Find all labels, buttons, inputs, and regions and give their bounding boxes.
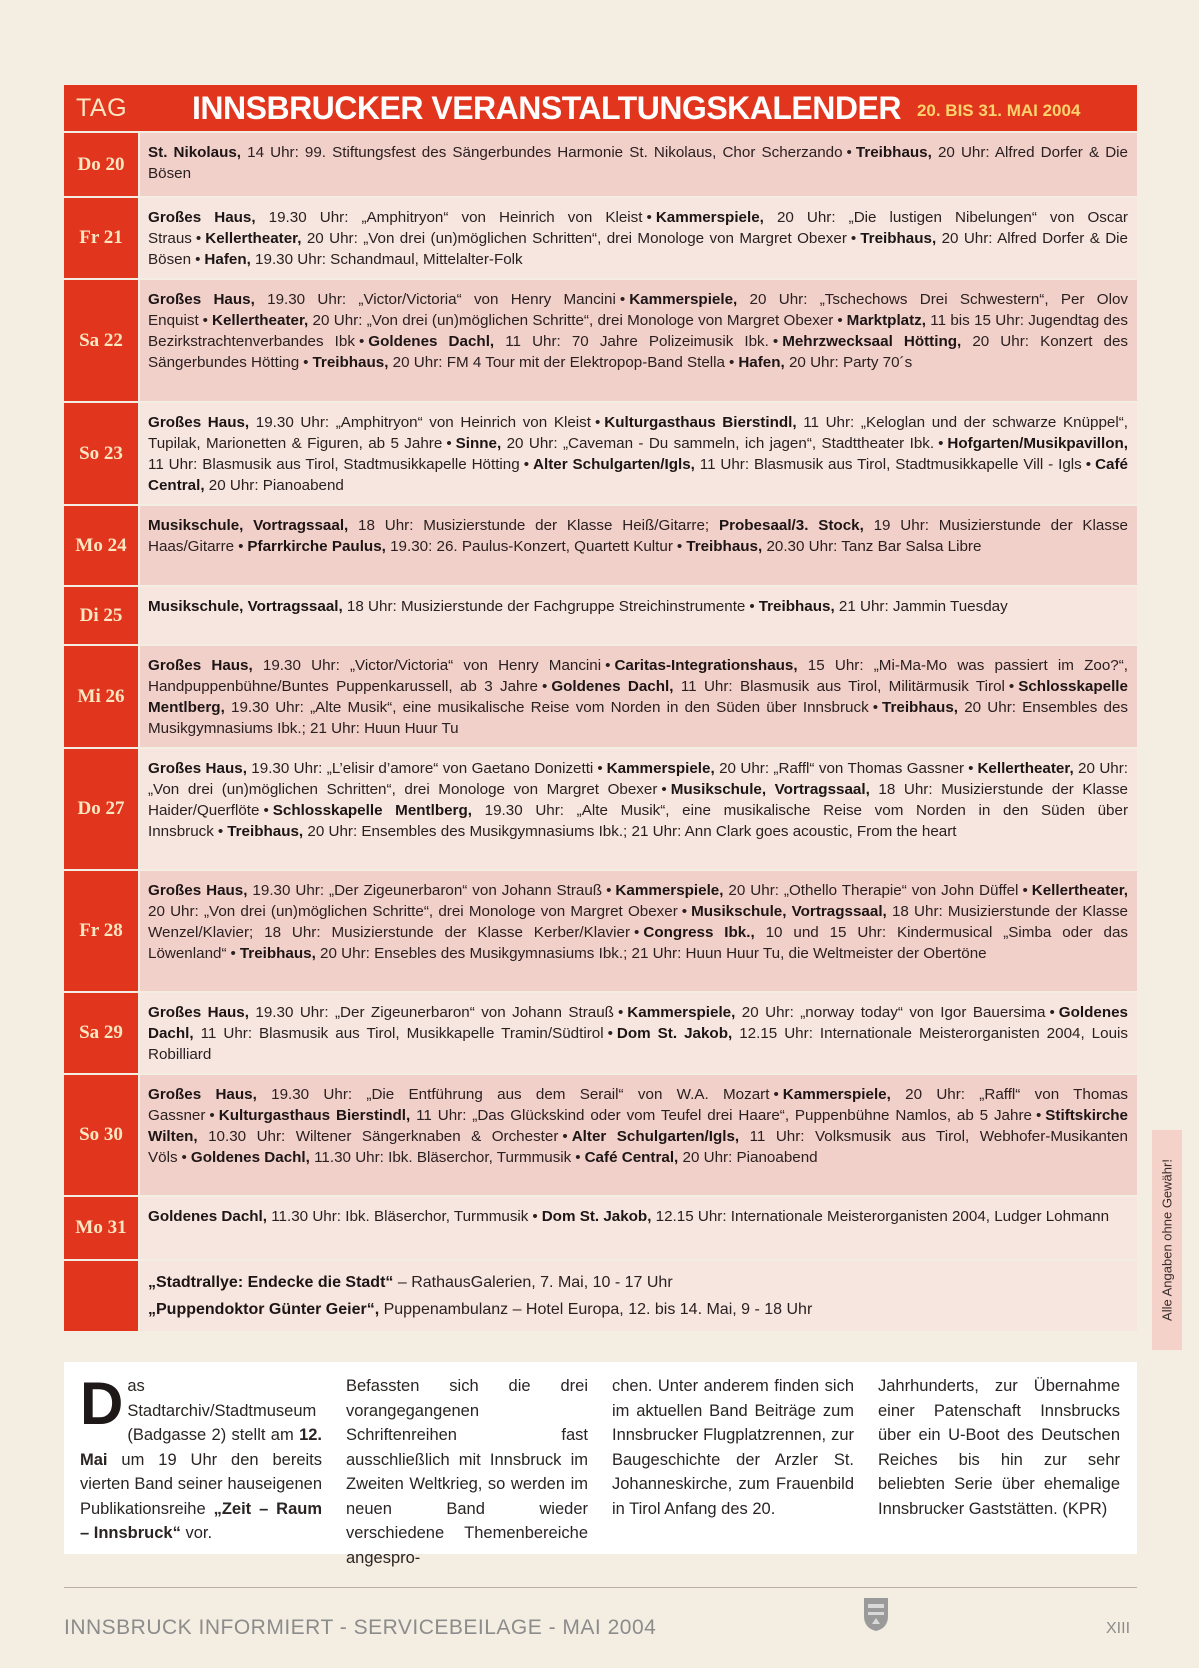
venue-name: Kammerspiele, xyxy=(606,760,715,777)
event-details: 10.30 Uhr: Wiltener Sängerknaben & Orchester xyxy=(197,1128,559,1145)
venue-name: Goldenes Dachl, xyxy=(551,678,674,695)
bullet-separator: • xyxy=(209,1107,215,1124)
calendar-row xyxy=(64,504,1137,585)
event-details: 11 Uhr: Blasmusik aus Tirol, Stadtmusikkapelle Vill - Igls xyxy=(694,456,1082,473)
bullet-separator: • xyxy=(1008,678,1015,695)
venue-name: Treibhaus, xyxy=(686,538,763,555)
venue-name: Hofgarten/Musikpavillon, xyxy=(947,435,1129,452)
bullet-separator: • xyxy=(542,678,548,695)
venue-name: Kulturgasthaus Bierstindl, xyxy=(604,414,797,431)
event-details: 11 bis 15 Uhr: Jugendtag des Bezirkstrachtenverbandes Ibk xyxy=(148,312,1128,350)
venue-name: Caritas-Integrationshaus, xyxy=(614,657,798,674)
venue-name: Treibhaus, xyxy=(312,354,389,371)
event-details: 11 Uhr: Blasmusik aus Tirol, Stadtmusikkapelle Hötting xyxy=(148,456,520,473)
venue-name: Großes Haus, xyxy=(148,657,253,674)
venue-name: Alter Schulgarten/Igls, xyxy=(571,1128,740,1145)
bullet-separator: • xyxy=(195,251,201,268)
day-events xyxy=(140,403,1137,504)
city-crest-icon xyxy=(862,1596,890,1632)
article-series-title: „Zeit – Raum – Innsbruck“ xyxy=(80,1499,322,1542)
venue-name: Treibhaus, xyxy=(855,144,932,161)
event-details: 19.30 Uhr: „Der Zigeunerbaron“ von Johann Strauß xyxy=(247,882,603,899)
bullet-separator: • xyxy=(217,823,224,840)
footer-publication-title: INNSBRUCK INFORMIERT - SERVICEBEILAGE - MAI 2004 xyxy=(64,1616,657,1639)
event-details: 20 Uhr: „Von drei (un)möglichen Schritten“, drei Monologe von Margret Obexer xyxy=(148,760,1129,798)
bullet-separator: • xyxy=(681,903,688,920)
day-events xyxy=(140,1197,1137,1259)
event-details: 19.30 Uhr: „Victor/Victoria“ von Henry Mancini xyxy=(254,291,616,308)
bullet-separator: • xyxy=(773,1086,779,1103)
day-label: Fr 28 xyxy=(64,871,138,991)
event-details: 18 Uhr: Musizierstunde der Klasse Haider/Querflöte xyxy=(148,781,1129,819)
article-column-3: chen. Unter anderem finden sich im aktuellen Band Beiträge zum Innsbrucker Flugplatzrennen, zur Baugeschichte der Arzler St. Johanneskirche, zum Frauenbild in Tirol Anfang des 20. xyxy=(612,1377,854,1518)
venue-name: Kellertheater, xyxy=(1031,882,1128,899)
calendar-header xyxy=(64,85,1137,131)
day-events xyxy=(140,993,1137,1073)
venue-name: Goldenes Dachl, xyxy=(148,1004,1129,1042)
bullet-separator: • xyxy=(594,414,601,431)
venue-name: Mehrzwecksaal Hötting, xyxy=(782,333,962,350)
bullet-separator: • xyxy=(1049,1004,1055,1021)
event-details: 18 Uhr: Musizierstunde der Klasse Heiß/Gitarre; xyxy=(348,517,710,534)
promo-line xyxy=(148,1269,1128,1296)
event-details: 11 Uhr: Volksmusik aus Tirol, Webhofer-Musikanten Völs xyxy=(148,1128,1128,1166)
bullet-separator: • xyxy=(619,291,626,308)
event-details: 12.15 Uhr: Internationale Meisterorganisten 2004, Louis Robilliard xyxy=(148,1025,1128,1063)
bullet-separator: • xyxy=(358,333,365,350)
promo-details: – RathausGalerien, 7. Mai, 10 - 17 Uhr xyxy=(393,1274,673,1291)
bullet-separator: • xyxy=(728,354,735,371)
article-text: as Stadtarchiv/Stadtmuseum (Badgasse 2) stellt am xyxy=(127,1377,317,1444)
footer-divider xyxy=(64,1587,1137,1588)
bullet-separator: • xyxy=(597,760,603,777)
event-details: 20 Uhr: Pianoabend xyxy=(204,477,344,494)
event-details: 20 Uhr: Konzert des Sängerbundes Hötting xyxy=(148,333,1128,371)
venue-name: Kammerspiele, xyxy=(629,291,738,308)
venue-name: Dom St. Jakob, xyxy=(616,1025,733,1042)
bullet-separator: • xyxy=(446,435,452,452)
event-details: 19.30 Uhr: „L’elisir d’amore“ von Gaetano Donizetti xyxy=(246,760,594,777)
calendar-row xyxy=(64,278,1137,401)
event-details: 20 Uhr: Party 70´s xyxy=(784,354,913,371)
event-details: 14 Uhr: 99. Stiftungsfest des Sängerbundes Harmonie St. Nikolaus, Chor Scherzando xyxy=(241,144,843,161)
day-events xyxy=(140,280,1137,401)
event-details: 19.30 Uhr: „Die Entführung aus dem Serail“ von W.A. Mozart xyxy=(256,1086,770,1103)
bullet-separator: • xyxy=(1035,1107,1042,1124)
bullet-separator: • xyxy=(872,699,879,716)
event-details: 20 Uhr: „Von drei (un)möglichen Schritte“, drei Monologe von Margret Obexer xyxy=(308,312,834,329)
event-details: 11 Uhr: „Keloglan und der schwarze Knüppel“, Tupilak, Marionetten & Figuren, ab 5 Jahre xyxy=(148,414,1129,452)
promo-title: „Puppendoktor Günter Geier“, xyxy=(148,1301,380,1318)
bullet-separator: • xyxy=(617,1004,624,1021)
venue-name: Alter Schulgarten/Igls, xyxy=(533,456,695,473)
day-label: Mi 26 xyxy=(64,646,138,747)
event-details: 20 Uhr: „Die lustigen Nibelungen“ von Oscar Straus xyxy=(148,209,1128,247)
event-details: 20 Uhr: Alfred Dorfer & Die Bösen xyxy=(148,230,1128,268)
promo-details: Puppenambulanz – Hotel Europa, 12. bis 14. Mai, 9 - 18 Uhr xyxy=(379,1301,813,1318)
venue-name: Goldenes Dachl, xyxy=(368,333,495,350)
venue-name: Pfarrkirche Paulus, xyxy=(247,538,386,555)
day-label: Sa 22 xyxy=(64,280,138,401)
calendar-title: INNSBRUCKER VERANSTALTUNGSKALENDER xyxy=(192,89,901,126)
event-details: 11 Uhr: Blasmusik aus Tirol, Musikkapelle Tramin/Südtirol xyxy=(193,1025,604,1042)
bullet-separator: • xyxy=(676,538,683,555)
calendar-date-range: 20. BIS 31. MAI 2004 xyxy=(916,101,1081,120)
event-details: 20 Uhr: „Raffl“ von Thomas Gassner xyxy=(714,760,965,777)
venue-name: Großes Haus, xyxy=(148,414,250,431)
article-column-1 xyxy=(80,1370,322,1570)
article-dropcap: D xyxy=(80,1370,124,1437)
calendar-row xyxy=(64,131,1137,196)
event-details: 20 Uhr: „Tschechows Drei Schwestern“, Per Olov Enquist xyxy=(148,291,1128,329)
venue-name: Probesaal/3. Stock, xyxy=(718,517,864,534)
promo-events xyxy=(140,1261,1137,1331)
bullet-separator: • xyxy=(749,598,755,615)
venue-name: Großes Haus, xyxy=(148,1086,257,1103)
venue-name: Treibhaus, xyxy=(239,945,316,962)
day-label: Do 20 xyxy=(64,133,138,196)
venue-name: Hafen, xyxy=(738,354,785,371)
venue-name: Congress Ibk., xyxy=(643,924,755,941)
day-label: Mo 24 xyxy=(64,506,138,585)
promo-row xyxy=(64,1259,1137,1331)
event-details: 20 Uhr: „Caveman - Du sammeln, ich jagen“, Stadttheater Ibk. xyxy=(501,435,935,452)
calendar-row xyxy=(64,644,1137,747)
day-events xyxy=(140,1075,1137,1195)
bullet-separator: • xyxy=(661,781,667,798)
event-details: 20 Uhr: Ensebles des Musikgymnasiums Ibk.; 21 Uhr: Huun Huur Tu, die Weltmeister der Obertöne xyxy=(315,945,987,962)
bullet-separator: • xyxy=(646,209,652,226)
venue-name: Dom St. Jakob, xyxy=(541,1208,652,1225)
event-details: 20 Uhr: „Othello Therapie“ von John Düffel xyxy=(723,882,1019,899)
event-details: 20 Uhr: Ensembles des Musikgymnasiums Ibk.; 21 Uhr: Huun Huur Tu xyxy=(148,699,1128,737)
event-details: 19.30 Uhr: „Amphitryon“ von Heinrich von Kleist xyxy=(255,209,643,226)
day-events xyxy=(140,749,1137,869)
venue-name: Goldenes Dachl, xyxy=(148,1208,268,1225)
bullet-separator: • xyxy=(562,1128,568,1145)
venue-name: Musikschule, Vortragssaal, xyxy=(148,598,343,615)
bullet-separator: • xyxy=(238,538,244,555)
venue-name: Marktplatz, xyxy=(846,312,926,329)
event-details: 18 Uhr: Musizierstunde der Fachgruppe Streichinstrumente xyxy=(342,598,746,615)
event-details: 20 Uhr: FM 4 Tour mit der Elektropop-Band Stella xyxy=(388,354,725,371)
article-column-4: Jahrhunderts, zur Übernahme einer Patenschaft Innsbrucks über ein U-Boot des Deutschen Reiches bis hin zur sehr beliebten Serie über ehemalige Innsbrucker Gaststätten. (KPR) xyxy=(878,1377,1120,1518)
event-details: 19.30 Uhr: „Der Zigeunerbaron“ von Johann Strauß xyxy=(248,1004,614,1021)
venue-name: Großes Haus, xyxy=(148,291,255,308)
promo-line xyxy=(148,1296,1128,1323)
calendar-row xyxy=(64,1073,1137,1195)
bullet-separator: • xyxy=(230,945,236,962)
event-details: 19.30 Uhr: Schandmaul, Mittelalter-Folk xyxy=(250,251,523,268)
bullet-separator: • xyxy=(968,760,974,777)
venue-name: St. Nikolaus, xyxy=(148,144,242,161)
venue-name: Großes Haus, xyxy=(148,882,248,899)
bullet-separator: • xyxy=(263,802,269,819)
event-details: 19.30 Uhr: „Amphitryon“ von Heinrich von Kleist xyxy=(249,414,591,431)
venue-name: Großes Haus, xyxy=(148,760,247,777)
venue-name: Café Central, xyxy=(584,1149,679,1166)
venue-name: Großes Haus, xyxy=(148,209,256,226)
calendar-row xyxy=(64,991,1137,1073)
event-details: 20 Uhr: Ensembles des Musikgymnasiums Ibk.; 21 Uhr: Ann Clark goes acoustic, From the heart xyxy=(303,823,957,840)
event-details: 20 Uhr: „Raffl“ von Thomas Gassner xyxy=(148,1086,1129,1124)
venue-name: Treibhaus, xyxy=(758,598,835,615)
venue-name: Goldenes Dachl, xyxy=(190,1149,310,1166)
bullet-separator: • xyxy=(1022,882,1028,899)
disclaimer-tab xyxy=(1152,1130,1182,1350)
venue-name: Sinne, xyxy=(455,435,502,452)
disclaimer-text: Alle Angaben ohne Gewähr! xyxy=(1159,1159,1175,1321)
day-events xyxy=(140,871,1137,991)
venue-name: Treibhaus, xyxy=(882,699,958,716)
venue-name: Kellertheater, xyxy=(205,230,302,247)
venue-name: Kammerspiele, xyxy=(615,882,724,899)
promo-title: „Stadtrallye: Endecke die Stadt“ xyxy=(148,1274,394,1291)
calendar-row xyxy=(64,401,1137,504)
bullet-separator: • xyxy=(532,1208,538,1225)
calendar-row xyxy=(64,1195,1137,1259)
bullet-separator: • xyxy=(837,312,843,329)
bullet-separator: • xyxy=(575,1149,581,1166)
calendar-rows xyxy=(64,131,1137,1331)
day-label: Fr 21 xyxy=(64,198,138,278)
article-text: um 19 Uhr den bereits vierten Band seiner hauseigenen Publikationsreihe xyxy=(80,1450,322,1518)
bullet-separator: • xyxy=(202,312,208,329)
event-details: 20 Uhr: „Von drei (un)möglichen Schritte“, drei Monologe von Margret Obexer xyxy=(148,903,678,920)
venue-name: Musikschule, Vortragssaal, xyxy=(691,903,887,920)
page-number: XIII xyxy=(1106,1620,1131,1637)
event-details: 19.30 Uhr: „Victor/Victoria“ von Henry Mancini xyxy=(252,657,602,674)
day-label: Mo 31 xyxy=(64,1197,138,1259)
event-details: 20 Uhr: Pianoabend xyxy=(678,1149,818,1166)
event-details: 11.30 Uhr: Ibk. Bläserchor, Turmmusik xyxy=(267,1208,529,1225)
day-events xyxy=(140,133,1137,196)
bullet-separator: • xyxy=(1085,456,1092,473)
venue-name: Café Central, xyxy=(148,456,1128,494)
calendar-row xyxy=(64,869,1137,991)
day-events xyxy=(140,198,1137,278)
calendar-row xyxy=(64,747,1137,869)
day-events xyxy=(140,587,1137,644)
venue-name: Musikschule, Vortragssaal, xyxy=(148,517,349,534)
day-label-empty xyxy=(64,1261,138,1331)
venue-name: Schlosskapelle Mentlberg, xyxy=(148,678,1128,716)
article-column-2: Befassten sich die drei vorangegangenen Schriftenreihen fast ausschließlich mit Innsbruck im Zweiten Weltkrieg, so werden im neuen Band wieder verschiedene Themenbereiche angespro- xyxy=(346,1377,588,1567)
venue-name: Kellertheater, xyxy=(212,312,309,329)
bullet-separator: • xyxy=(195,230,202,247)
event-details: 19 Uhr: Musizierstunde der Klasse Haas/Gitarre xyxy=(148,517,1128,555)
bullet-separator: • xyxy=(938,435,944,452)
bullet-separator: • xyxy=(181,1149,187,1166)
venue-name: Musikschule, Vortragssaal, xyxy=(670,781,870,798)
bullet-separator: • xyxy=(303,354,309,371)
bullet-separator: • xyxy=(846,144,852,161)
bullet-separator: • xyxy=(523,456,530,473)
day-label: So 23 xyxy=(64,403,138,504)
calendar-row xyxy=(64,196,1137,278)
article-text: vor. xyxy=(180,1524,213,1542)
venue-name: Kulturgasthaus Bierstindl, xyxy=(218,1107,411,1124)
tag-column-label: TAG xyxy=(76,93,128,122)
event-details: 19.30: 26. Paulus-Konzert, Quartett Kultur xyxy=(385,538,673,555)
event-details: 20 Uhr: „Von drei (un)möglichen Schritten“, drei Monologe von Margret Obexer xyxy=(301,230,847,247)
venue-name: Hafen, xyxy=(204,251,251,268)
bullet-separator: • xyxy=(772,333,779,350)
article-box xyxy=(64,1362,1137,1567)
venue-name: Kammerspiele, xyxy=(782,1086,891,1103)
venue-name: Kellertheater, xyxy=(977,760,1074,777)
venue-name: Kammerspiele, xyxy=(655,209,764,226)
event-details: 21 Uhr: Jammin Tuesday xyxy=(834,598,1008,615)
venue-name: Schlosskapelle Mentlberg, xyxy=(272,802,472,819)
bullet-separator: • xyxy=(607,1025,613,1042)
event-details: 15 Uhr: „Mi-Ma-Mo was passiert im Zoo?“, Handpuppenbühne/Buntes Puppenkarussell, ab 3 Jahre xyxy=(148,657,1128,695)
day-label: So 30 xyxy=(64,1075,138,1195)
event-details: 11 Uhr: 70 Jahre Polizeimusik Ibk. xyxy=(494,333,769,350)
bullet-separator: • xyxy=(634,924,640,941)
event-details: 19.30 Uhr: „Alte Musik“, eine musikalische Reise vom Norden in den Süden über Innsbruck xyxy=(224,699,869,716)
bullet-separator: • xyxy=(605,657,611,674)
venue-name: Großes Haus, xyxy=(148,1004,249,1021)
venue-name: Kammerspiele, xyxy=(627,1004,736,1021)
venue-name: Treibhaus, xyxy=(227,823,304,840)
day-events xyxy=(140,506,1137,585)
day-label: Do 27 xyxy=(64,749,138,869)
event-details: 18 Uhr: Musizierstunde der Klasse Wenzel/Klavier; 18 Uhr: Musizierstunde der Klasse Kerber/Klavier xyxy=(148,903,1128,941)
event-details: 11 Uhr: Blasmusik aus Tirol, Militärmusik Tirol xyxy=(673,678,1005,695)
event-details: 20.30 Uhr: Tanz Bar Salsa Libre xyxy=(762,538,982,555)
event-details: 19.30 Uhr: „Alte Musik“, eine musikalische Reise vom Norden in den Süden über Innsbruck xyxy=(148,802,1129,840)
calendar-row xyxy=(64,585,1137,644)
event-details: 10 und 15 Uhr: Kindermusical „Simba oder das Löwenland“ xyxy=(148,924,1128,962)
bullet-separator: • xyxy=(850,230,857,247)
day-label: Di 25 xyxy=(64,587,138,644)
event-details: 11.30 Uhr: Ibk. Bläserchor, Turmmusik xyxy=(309,1149,572,1166)
event-details: 20 Uhr: „norway today“ von Igor Bauersima xyxy=(735,1004,1046,1021)
venue-name: Stiftskirche Wilten, xyxy=(148,1107,1128,1145)
bullet-separator: • xyxy=(606,882,612,899)
day-events xyxy=(140,646,1137,747)
event-details: 20 Uhr: Alfred Dorfer & Die Bösen xyxy=(148,144,1128,182)
day-label: Sa 29 xyxy=(64,993,138,1073)
event-details: 12.15 Uhr: Internationale Meisterorganisten 2004, Ludger Lohmann xyxy=(651,1208,1110,1225)
article-date: 12. Mai xyxy=(80,1426,322,1469)
event-details: 11 Uhr: „Das Glückskind oder vom Teufel drei Haare“, Puppenbühne Namlos, ab 5 Jahre xyxy=(410,1107,1032,1124)
venue-name: Treibhaus, xyxy=(860,230,937,247)
